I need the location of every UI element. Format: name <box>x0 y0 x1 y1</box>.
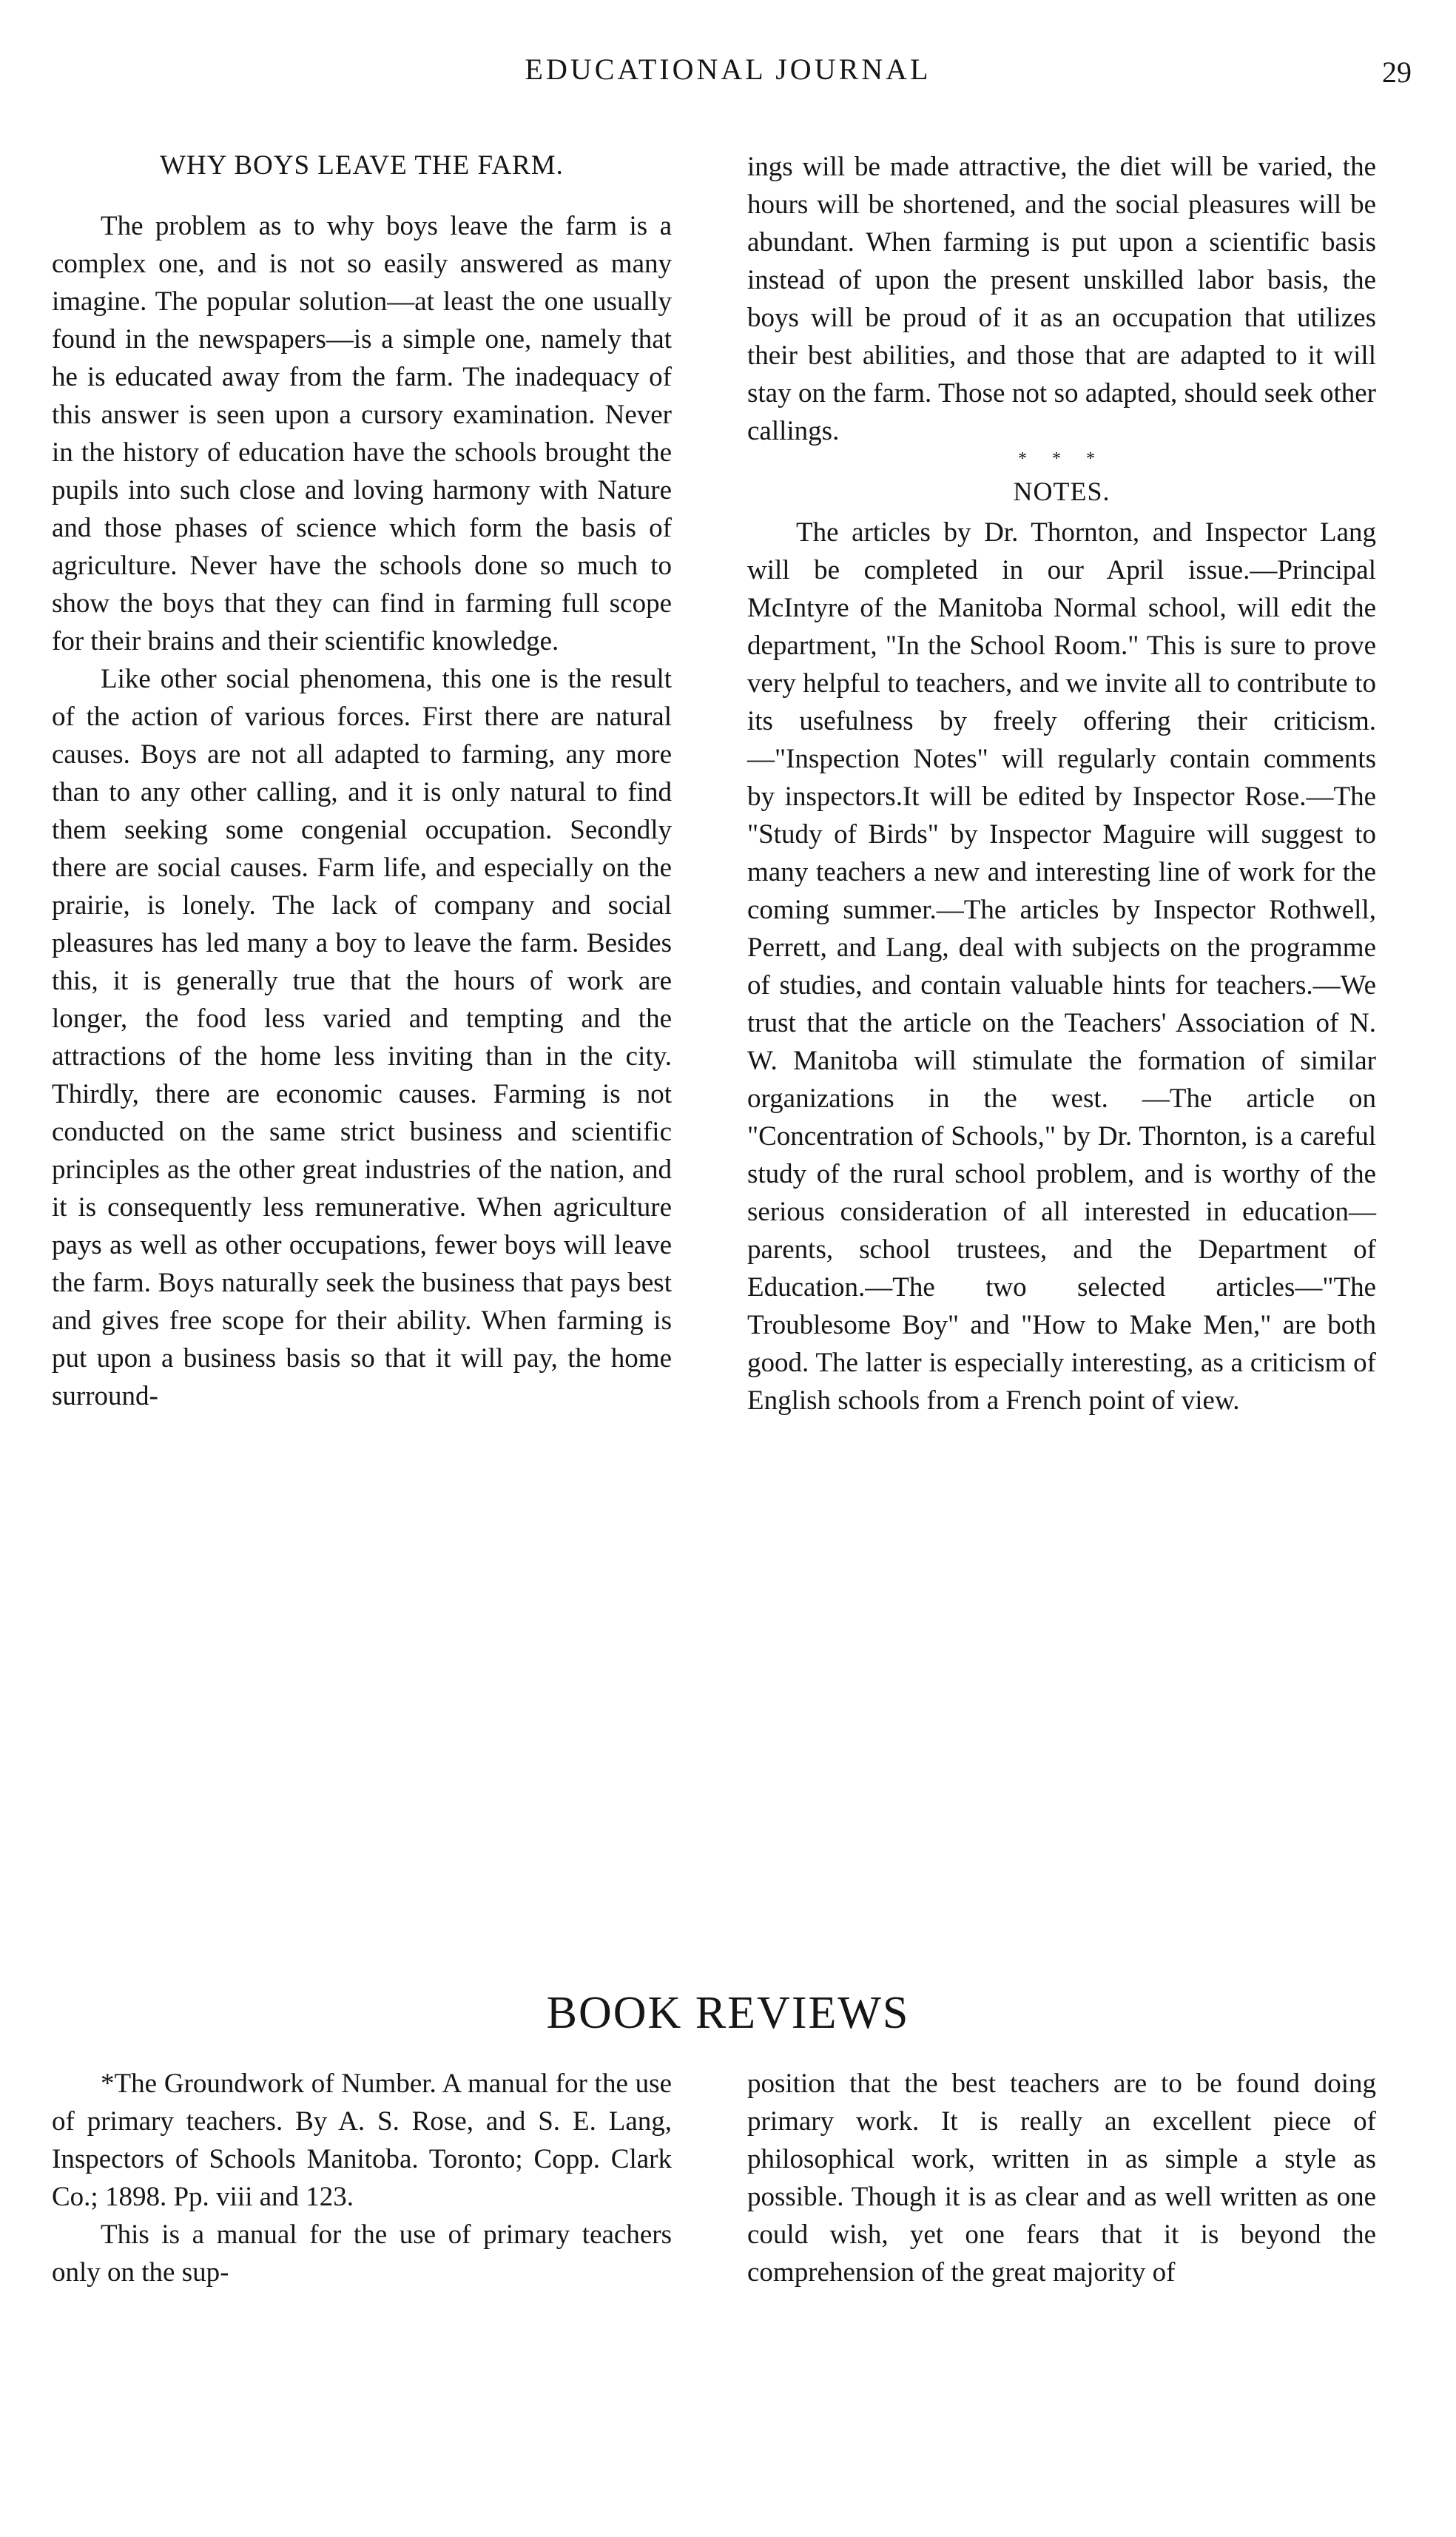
article-continuation: ings will be made attractive, the diet will be varied, the hours will be shortened, and the social pleasures will be abundant. When farming is put upon a scientific basis instead of upon the present unskilled labor basis, the boys will be proud of it as an occupation that utilizes their best abilities, and those that are adapted to it will stay on the farm. Those not so adapted, should seek other callings. <box>747 152 1376 446</box>
review-text-left: This is a manual for the use of primary teachers only on the sup- <box>52 2220 672 2288</box>
article-right-column <box>747 148 1376 1419</box>
page-number: 29 <box>1382 56 1412 89</box>
review-text-right: position that the best teachers are to be found doing primary work. It is really an excellent piece of philosophical work, written in as simple a style as possible. Though it is as clear and as well written as one could wish, yet one fears that it is beyond the comprehension of the great majority of <box>747 2069 1376 2288</box>
notes-paragraph: The articles by Dr. Thornton, and Inspector Lang will be completed in our April issue.—Principal McIntyre of the Manitoba Normal school, will edit the department, "In the School Room." This is sure to prove very helpful to teachers, and we invite all to contribute to its usefulness by freely offering their criticism.—"Inspection Notes" will regularly contain comments by inspectors.It will be edited by Inspector Rose.—The "Study of Birds" by Inspector Maguire will suggest to many teachers a new and interesting line of work for the coming summer.—The articles by Inspector Rothwell, Perrett, and Lang, deal with subjects on the programme of studies, and contain valuable hints for teachers.—We trust that the article on the Teachers' Association of N. W. Manitoba will stimulate the formation of similar organizations in the west. —The article on "Concentration of Schools," by Dr. Thornton, is a careful study of the rural school problem, and is worthy of the serious consideration of all interested in education—parents, school trustees, and the Department of Education.—The two selected articles—"The Troublesome Boy" and "How to Make Men," are both good. The latter is especially interesting, as a criticism of English schools from a French point of view. <box>747 517 1376 1416</box>
notes-title: NOTES. <box>1013 477 1110 506</box>
reviews-left-column <box>52 2065 672 2291</box>
book-reviews-title: BOOK REVIEWS <box>546 1988 910 2038</box>
article-title: WHY BOYS LEAVE THE FARM. <box>160 150 564 181</box>
running-head <box>0 52 1456 96</box>
article-paragraph-2: Like other social phenomena, this one is the result of the action of various forces. First there are natural causes. Boys are not all adapted to farming, any more than to any other calling, and it is only natural to find them seeking some congenial occupation. Secondly there are social causes. Farm life, and especially on the prairie, is lonely. The lack of company and social pleasures has led many a boy to leave the farm. Besides this, it is generally true that the hours of work are longer, the food less varied and tempting and the attractions of the home less inviting than in the city. Thirdly, there are economic causes. Farming is not conducted on the same strict business and scientific principles as the other great industries of the nation, and it is consequently less remunerative. When agriculture pays as well as other occupations, fewer boys will leave the farm. Boys naturally seek the business that pays best and gives free scope for their ability. When farming is put upon a business basis so that it will pay, the home surround- <box>52 664 672 1411</box>
article-paragraph-1: The problem as to why boys leave the farm is a complex one, and is not so easily answered as many imagine. The popular solution—at least the one usually found in the newspapers—is a simple one, namely that he is educated away from the farm. The inadequacy of this answer is seen upon a cursory examination. Never in the history of education have the schools brought the pupils into such close and loving harmony with Nature and those phases of science which form the basis of agriculture. Never have the schools done so much to show the boys that they can find in farming full scope for their brains and their scientific knowledge. <box>52 211 672 656</box>
review-citation: *The Groundwork of Number. A manual for the use of primary teachers. By A. S. Rose, and S. E. Lang, Inspectors of Schools Manitoba. Toronto; Copp. Clark Co.; 1898. Pp. viii and 123. <box>52 2069 672 2212</box>
article-left-column <box>52 148 672 1415</box>
reviews-right-column <box>747 2065 1376 2291</box>
section-ornament: * * * <box>1018 449 1105 468</box>
journal-name: EDUCATIONAL JOURNAL <box>525 53 931 86</box>
